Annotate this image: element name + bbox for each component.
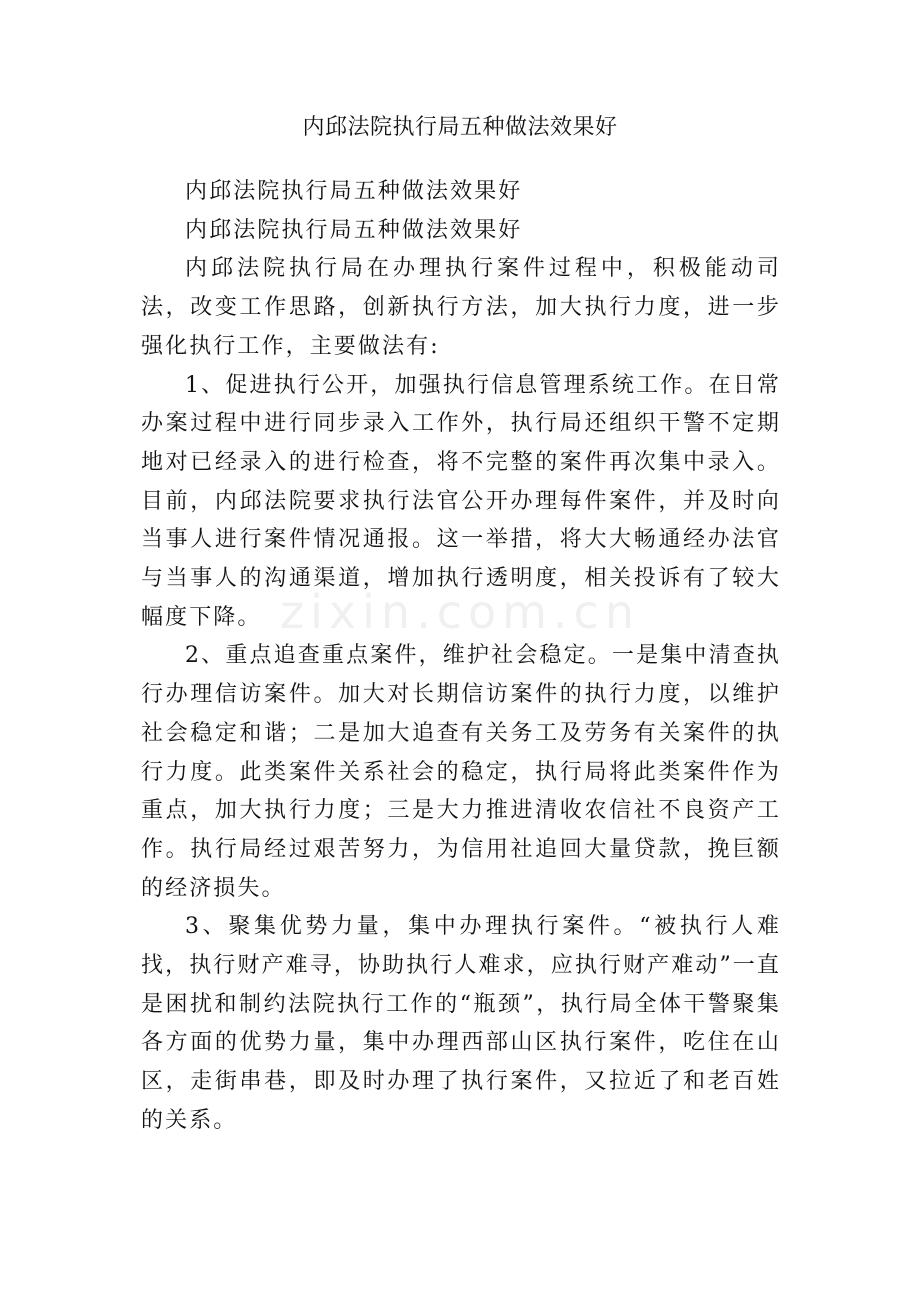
paragraph-intro: 内邱法院执行局在办理执行案件过程中，积极能动司法，改变工作思路，创新执行方法，加大执行力度，进一步强化执行工作，主要做法有:	[141, 256, 781, 359]
paragraph-point-2: 2、重点追查重点案件，维护社会稳定。一是集中清查执行办理信访案件。加大对长期信访案件的执行力度，以维护社会稳定和谐；二是加大追查有关务工及劳务有关案件的执行力度。此类案件关系社会的稳定，执行局将此类案件作为重点，加大执行力度；三是大力推进清收农信社不良资产工作。执行局经过艰苦努力，为信用社追回大量贷款，挽巨额的经济损失。	[141, 643, 781, 901]
document-body	[141, 173, 781, 1141]
watermark: zixin.com.cn	[279, 585, 641, 639]
paragraph-point-3: 3、聚集优势力量，集中办理执行案件。“被执行人难找，执行财产难寻，协助执行人难求，应执行财产难动”一直是困扰和制约法院执行工作的“瓶颈”，执行局全体干警聚集各方面的优势力量，集中办理西部山区执行案件，吃住在山区，走街串巷，即及时办理了执行案件，又拉近了和老百姓的关系。	[141, 914, 781, 1133]
document-title: 内邱法院执行局五种做法效果好	[302, 115, 618, 140]
paragraph-point-1: 1、促进执行公开，加强执行信息管理系统工作。在日常办案过程中进行同步录入工作外，执行局还组织干警不定期地对已经录入的进行检查，将不完整的案件再次集中录入。目前，内邱法院要求执行法官公开办理每件案件，并及时向当事人进行案件情况通报。这一举措，将大大畅通经办法官与当事人的沟通渠道，增加执行透明度，相关投诉有了较大幅度下降。	[141, 372, 781, 630]
paragraph-subtitle-2: 内邱法院执行局五种做法效果好	[185, 217, 523, 243]
paragraph-subtitle-1: 内邱法院执行局五种做法效果好	[185, 179, 523, 204]
